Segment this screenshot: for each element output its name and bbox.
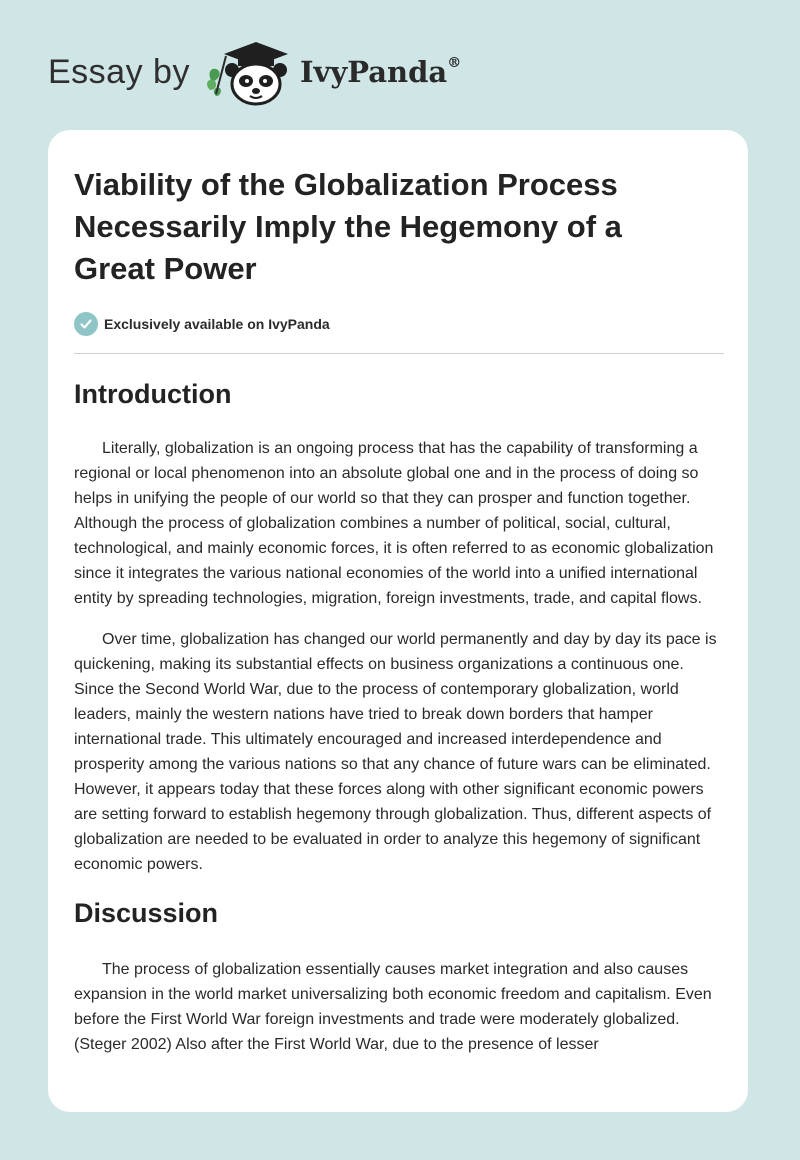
panda-logo-icon[interactable] (204, 36, 294, 108)
brand-name-text: IvyPanda (299, 55, 448, 89)
paragraph: Literally, globalization is an ongoing process that has the capability of transforming a regional or local phenomenon into an absolute global one and in the process of doing so helps in unifying the people of our world so that they can prosper and function together. Although the process of globalization combines a number of political, social, cultural, technological, and mainly economic forces, it is often referred to as economic globalization since it integrates the various national economies of the world into a unified international entity by spreading technologies, migration, foreign investments, trade, and capital flows. (74, 440, 714, 607)
paragraph: Over time, globalization has changed our world permanently and day by day its pace is quickening, making its substantial effects on business organizations a continuous one. Since the Second World War, due to the process of contemporary globalization, world leaders, mainly the western nations have tried to break down borders that hamper international trade. This ultimately encouraged and increased interdependence and prosperity among the various nations so that any chance of future wars can be eliminated. However, it appears today that these forces along with other significant economic powers are setting forward to establish hegemony through globalization. Thus, different aspects of globalization are needed to be evaluated in order to analyze this hegemony of significant economic powers. (74, 631, 717, 873)
brand-name (300, 55, 461, 89)
exclusive-label: Exclusively available on IvyPanda (104, 316, 330, 332)
brand-prefix: Essay by (48, 52, 190, 91)
paragraph: The process of globalization essentially causes market integration and also causes expansion in the world market universalizing both economic freedom and capitalism. Even before the First World War foreign investments and trade were moderately globalized. (Steger 2002) Also after the First World War, due to the presence of lesser (74, 961, 712, 1053)
title-divider (74, 353, 724, 354)
section-heading-discussion: Discussion (74, 898, 219, 928)
essay-card (48, 130, 748, 1112)
exclusive-badge (74, 312, 722, 336)
section-heading-introduction: Introduction (74, 379, 232, 409)
check-circle-icon (74, 312, 98, 336)
registered-mark: ® (447, 55, 462, 72)
essay-title: Viability of the Globalization Process Necessarily Imply the Hegemony of a Great Power (74, 167, 622, 286)
brand-header (48, 36, 461, 108)
